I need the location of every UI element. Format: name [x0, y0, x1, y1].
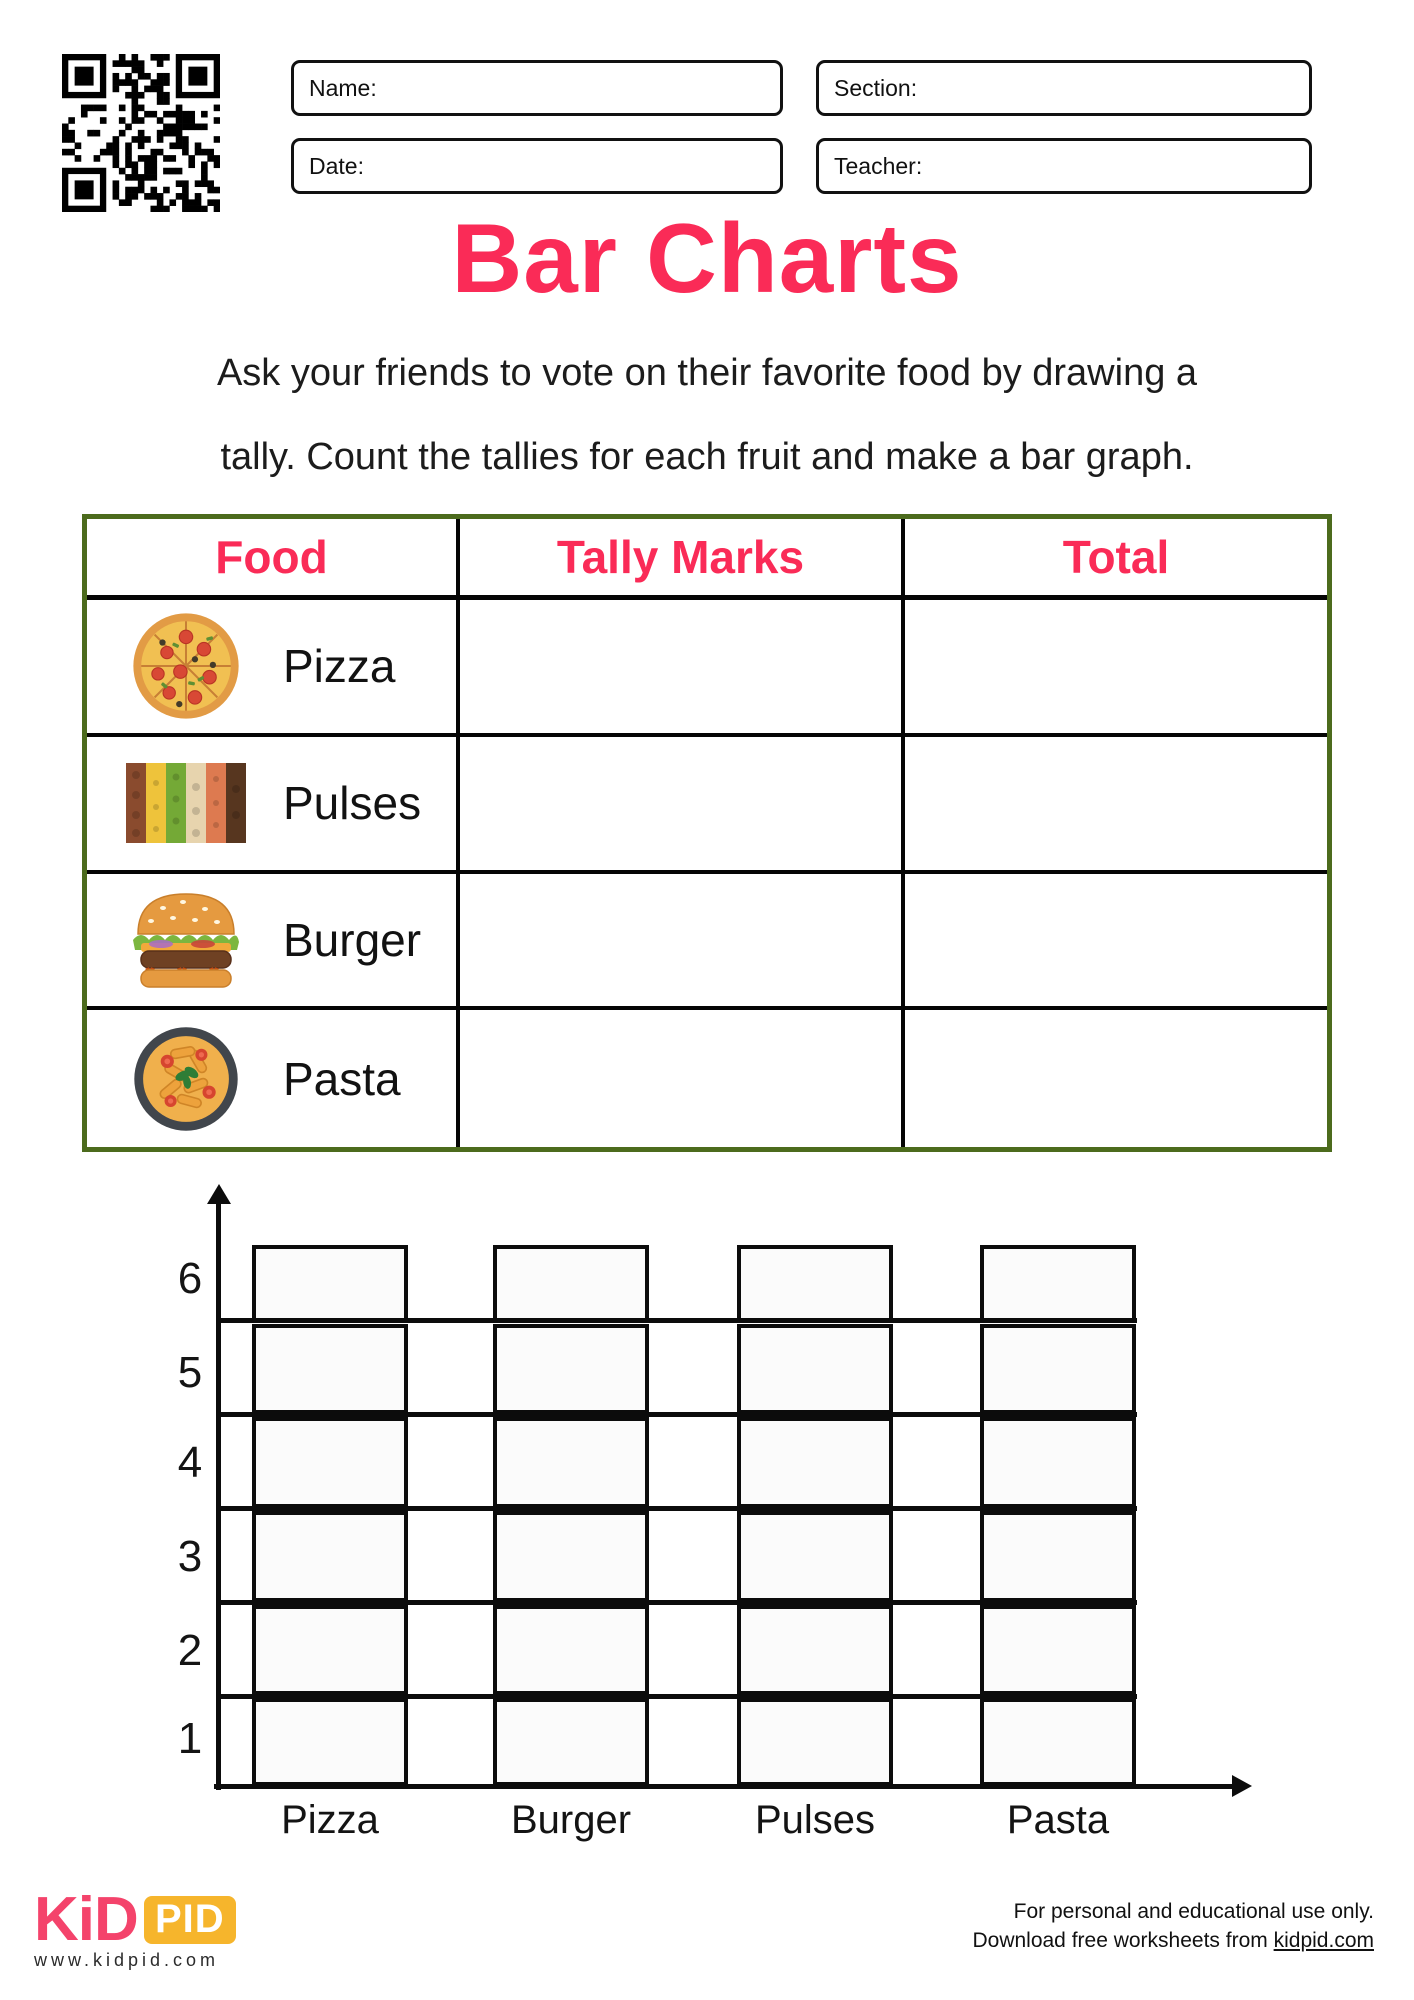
- pulses-image: [117, 763, 255, 843]
- instructions-line1: Ask your friends to vote on their favorite food by drawing a: [216, 352, 1198, 394]
- chart-cell[interactable]: [980, 1417, 1136, 1508]
- section-field-label: Section:: [834, 74, 918, 101]
- x-label-pizza: Pizza: [281, 1798, 379, 1842]
- total-cell-pizza[interactable]: [905, 600, 1327, 737]
- chart-cell[interactable]: [252, 1605, 408, 1695]
- food-label-pizza: Pizza: [283, 640, 396, 693]
- x-label-pulses: Pulses: [754, 1798, 876, 1842]
- chart-cell[interactable]: [493, 1245, 649, 1322]
- chart-cell[interactable]: [737, 1245, 893, 1322]
- license-note: For personal and educational use only.: [1013, 1900, 1374, 1923]
- pasta-image: [117, 1024, 255, 1134]
- chart-cell[interactable]: [252, 1245, 408, 1322]
- chart-cell[interactable]: [493, 1605, 649, 1695]
- chart-cell[interactable]: [252, 1417, 408, 1508]
- name-field[interactable]: [291, 60, 783, 116]
- kidpid-logo: [34, 1884, 236, 1955]
- food-label-pasta: Pasta: [283, 1052, 401, 1105]
- x-axis-arrow-icon: [1232, 1775, 1252, 1797]
- logo-pid-badge: [144, 1896, 236, 1944]
- chart-cell[interactable]: [493, 1324, 649, 1414]
- chart-cell[interactable]: [980, 1511, 1136, 1602]
- tally-marks-cell-pizza[interactable]: [460, 600, 905, 737]
- chart-cell[interactable]: [737, 1324, 893, 1414]
- date-field-label: Date:: [309, 152, 364, 179]
- name-field-label: Name:: [309, 74, 377, 101]
- x-label-pasta: Pasta: [1006, 1798, 1110, 1842]
- date-field[interactable]: [291, 138, 783, 194]
- y-tick-4: 4: [177, 1438, 203, 1487]
- pizza-image: [117, 610, 255, 722]
- chart-cell[interactable]: [980, 1245, 1136, 1322]
- total-cell-burger[interactable]: [905, 874, 1327, 1011]
- food-cell-pulses: [87, 737, 460, 874]
- total-cell-pasta[interactable]: [905, 1010, 1327, 1147]
- download-note: [972, 1929, 1374, 1953]
- logo-kid-text: KiD: [34, 1885, 138, 1954]
- column-header-total: Total: [905, 519, 1327, 600]
- column-header-food: Food: [87, 519, 460, 600]
- x-label-burger: Burger: [510, 1798, 632, 1842]
- chart-cell[interactable]: [737, 1605, 893, 1695]
- chart-cell[interactable]: [737, 1698, 893, 1786]
- chart-cell[interactable]: [980, 1605, 1136, 1695]
- tally-marks-cell-pulses[interactable]: [460, 737, 905, 874]
- page-title: Bar Charts: [451, 203, 963, 313]
- teacher-field-label: Teacher:: [834, 152, 923, 179]
- chart-cell[interactable]: [980, 1324, 1136, 1414]
- tally-marks-cell-pasta[interactable]: [460, 1010, 905, 1147]
- tally-marks-cell-burger[interactable]: [460, 874, 905, 1011]
- y-tick-5: 5: [177, 1348, 203, 1397]
- y-tick-6: 6: [177, 1254, 203, 1303]
- y-tick-1: 1: [177, 1714, 203, 1763]
- food-label-burger: Burger: [283, 913, 422, 966]
- chart-cell[interactable]: [252, 1698, 408, 1786]
- chart-cell[interactable]: [252, 1324, 408, 1414]
- chart-cell[interactable]: [252, 1511, 408, 1602]
- tally-table: [82, 514, 1332, 1152]
- teacher-field[interactable]: [816, 138, 1312, 194]
- section-field[interactable]: [816, 60, 1312, 116]
- column-header-tally-marks: Tally Marks: [460, 519, 905, 600]
- instructions-line2: tally. Count the tallies for each fruit and make a bar graph.: [220, 436, 1194, 478]
- chart-cell[interactable]: [493, 1417, 649, 1508]
- chart-cell[interactable]: [980, 1698, 1136, 1786]
- y-tick-2: 2: [177, 1626, 203, 1675]
- food-cell-pasta: [87, 1010, 460, 1147]
- burger-image: [117, 888, 255, 992]
- food-cell-burger: [87, 874, 460, 1011]
- chart-cell[interactable]: [737, 1417, 893, 1508]
- website-url: www.kidpid.com: [34, 1950, 220, 1970]
- kidpid-link[interactable]: kidpid.com: [1273, 1929, 1374, 1952]
- food-cell-pizza: [87, 600, 460, 737]
- download-note-text: Download free worksheets from: [972, 1929, 1274, 1952]
- chart-cell[interactable]: [493, 1511, 649, 1602]
- logo-pid-text: PID: [154, 1897, 225, 1941]
- total-cell-pulses[interactable]: [905, 737, 1327, 874]
- food-label-pulses: Pulses: [283, 777, 422, 830]
- chart-cell[interactable]: [737, 1511, 893, 1602]
- qr-code: [62, 54, 220, 212]
- y-tick-3: 3: [177, 1532, 203, 1581]
- chart-cell[interactable]: [493, 1698, 649, 1786]
